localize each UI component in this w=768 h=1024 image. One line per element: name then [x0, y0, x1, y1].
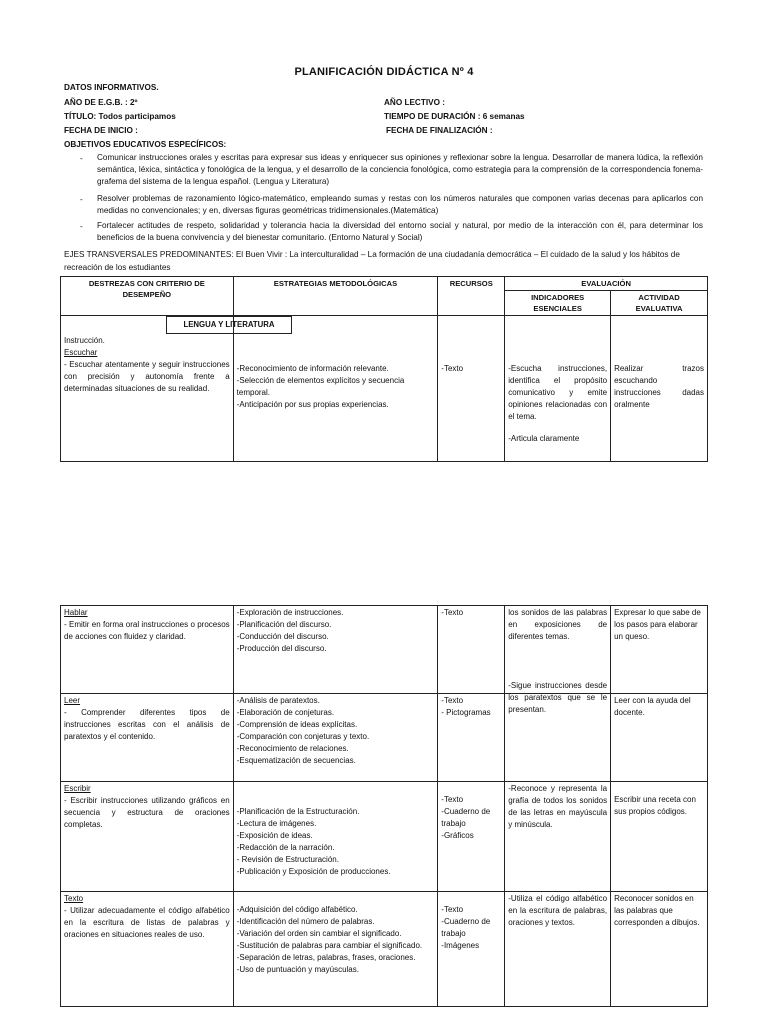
destreza-cell [61, 606, 234, 694]
header-destrezas: DESTREZAS CON CRITERIO DE DESEMPEÑO [61, 277, 234, 316]
recursos-cell [438, 782, 505, 892]
planning-table-1 [60, 276, 708, 462]
header-recursos: RECURSOS [438, 277, 505, 316]
actividad-text: Realizar trazos escuchando instrucciones dadas oralmente [614, 364, 704, 409]
header-evaluacion: EVALUACIÓN [505, 277, 708, 291]
recursos-cell: -Texto [438, 606, 505, 694]
header-indicadores: INDICADORES ESENCIALES [505, 291, 611, 316]
skill-label: Hablar [64, 608, 88, 617]
ejes-transversales: EJES TRANSVERSALES PREDOMINANTES: El Buen Vivir : La interculturalidad – La formación de una ciudadanía democrática – El cuidado de la salud y los hábitos de recreación de los estudiantes [64, 250, 680, 272]
destreza-text: - Utilizar adecuadamente el código alfabético en la escritura de listas de palabras y oraciones en situaciones reales de uso. [64, 906, 230, 939]
actividad-text: Escribir una receta con sus propios códigos. [614, 795, 696, 816]
subject-box: LENGUA Y LITERATURA [166, 316, 292, 334]
objetivos-heading: OBJETIVOS EDUCATIVOS ESPECÍFICOS: [64, 140, 227, 149]
indicadores-cell: -Reconoce y representa la grafía de todos los sonidos de las letras en mayúscula y minúscula. [505, 782, 611, 892]
indicadores-cell: los sonidos de las palabras en exposiciones de diferentes temas. [505, 606, 611, 694]
recursos-text: -Texto [441, 364, 464, 373]
estrategias-cell [233, 316, 438, 462]
recursos-cell [438, 892, 505, 1007]
indicadores-text-2: -Articula claramente [508, 434, 580, 443]
indicadores-text: -Sigue instrucciones desde los paratextos que se le presentan. [508, 681, 608, 714]
table-row [61, 694, 708, 782]
anio-lectivo: AÑO LECTIVO : [384, 98, 445, 107]
objetivo-item: Fortalecer actitudes de respeto, solidaridad y tolerancia hacia la diversidad del entorno social y natural, por medio de la interacción con él, para determinar los beneficios de la buena convivencia y del bienestar comunitario. (Entorno Natural y Social) [97, 221, 703, 242]
estrategias-text: -Planificación de la Estructuración. -Lectura de imágenes. -Exposición de ideas. -Redacción de la narración. - Revisión de Estructuración. -Publicación y Exposición de producciones. [236, 807, 391, 876]
table-row [61, 782, 708, 892]
estrategias-text: -Adquisición del código alfabético. -Identificación del número de palabras. -Variación del orden sin cambiar el significado. -Sustitución de palabras para cambiar el significado. -Separación de letras, palabras, frases, oraciones. -Uso de puntuación y mayúsculas. [236, 905, 423, 974]
destreza-text: - Emitir en forma oral instrucciones o procesos de acciones con fluidez y claridad. [64, 620, 230, 641]
destreza-cell [61, 782, 234, 892]
destreza-text: - Escribir instrucciones utilizando gráficos en secuencia y estructura de oraciones completas. [64, 796, 230, 829]
estrategias-cell: -Exploración de instrucciones. -Planificación del discurso. -Conducción del discurso. -Producción del discurso. [233, 606, 438, 694]
header-actividad: ACTIVIDAD EVALUATIVA [611, 291, 708, 316]
planning-table-2 [60, 605, 708, 1007]
bullet-dash: - [80, 195, 83, 204]
destreza-cell [61, 892, 234, 1007]
indicadores-cell [505, 316, 611, 462]
instruccion-label: Instrucción. [64, 336, 105, 345]
destreza-text: - Comprender diferentes tipos de instrucciones escritas con el análisis de paratextos y el contenido. [64, 708, 230, 741]
fecha-finalizacion: FECHA DE FINALIZACIÓN : [386, 126, 493, 135]
actividad-cell: Reconocer sonidos en las palabras que corresponden a dibujos. [611, 892, 708, 1007]
estrategias-cell: -Análisis de paratextos. -Elaboración de conjeturas. -Comprensión de ideas explícitas. -Comparación con conjeturas y texto. -Reconocimiento de relaciones. -Esquematización de secuencias. [233, 694, 438, 782]
indicadores-text: -Escucha instrucciones, identifica el propósito comunicativo y emite opiniones relacionadas con el tema. [508, 364, 608, 421]
fecha-inicio: FECHA DE INICIO : [64, 126, 138, 135]
page-title: PLANIFICACIÓN DIDÁCTICA Nº 4 [294, 66, 474, 78]
recursos-text: -Texto -Cuaderno de trabajo -Imágenes [441, 905, 491, 950]
destreza-cell [61, 694, 234, 782]
skill-label: Leer [64, 696, 81, 705]
skill-label: Escuchar [64, 348, 98, 357]
estrategias-cell [233, 782, 438, 892]
actividad-cell: Leer con la ayuda del docente. [611, 694, 708, 782]
table-row [61, 892, 708, 1007]
estrategias-text: -Reconocimiento de información relevante. -Selección de elementos explícitos y secuencia temporal. -Anticipación por sus propias experiencias. [236, 364, 405, 409]
objetivo-item: Resolver problemas de razonamiento lógico-matemático, empleando sumas y restas con los números naturales que componen varias decenas para aplicarlos con medidas no convencionales; y en, diversas figuras geométricas tridimensionales.(Matemática) [97, 194, 703, 215]
bullet-dash: - [80, 154, 83, 163]
destreza-cell [61, 316, 234, 462]
titulo: TÍTULO: Todos participamos [64, 112, 176, 121]
actividad-cell: Expresar lo que sabe de los pasos para elaborar un queso. [611, 606, 708, 694]
table-row [61, 606, 708, 694]
objetivo-item: Comunicar instrucciones orales y escritas para expresar sus ideas y enriquecer sus opiniones y reflexionar sobre la lengua. Desarrollar de manera lúdica, la reflexión semántica, léxica, sintáctica y fonológica de la lengua, y el desarrollo de la conciencia fonológica, como estrategia para la comprensión de la correspondencia fonema-grafema del sistema de la lengua español. (Lengua y Literatura) [97, 153, 703, 186]
datos-heading: DATOS INFORMATIVOS. [64, 83, 159, 92]
skill-label: Texto [64, 894, 84, 903]
recursos-cell: -Texto - Pictogramas [438, 694, 505, 782]
indicadores-cell [505, 681, 611, 782]
tiempo-duracion: TIEMPO DE DURACIÓN : 6 semanas [384, 112, 525, 121]
destreza-text: - Escuchar atentamente y seguir instrucciones con precisión y autonomía frente a determinadas situaciones de su realidad. [64, 360, 230, 393]
actividad-cell [611, 316, 708, 462]
indicadores-cell: -Utiliza el código alfabético en la escritura de palabras, oraciones y textos. [505, 892, 611, 1007]
bullet-dash: - [80, 222, 83, 231]
actividad-cell [611, 782, 708, 892]
anio-egb: AÑO DE E.G.B. : 2º [64, 98, 138, 107]
skill-label: Escribir [64, 784, 91, 793]
estrategias-cell [233, 892, 438, 1007]
header-estrategias: ESTRATEGIAS METODOLÓGICAS [233, 277, 438, 316]
recursos-cell [438, 316, 505, 462]
recursos-text: -Texto -Cuaderno de trabajo -Gráficos [441, 795, 491, 840]
